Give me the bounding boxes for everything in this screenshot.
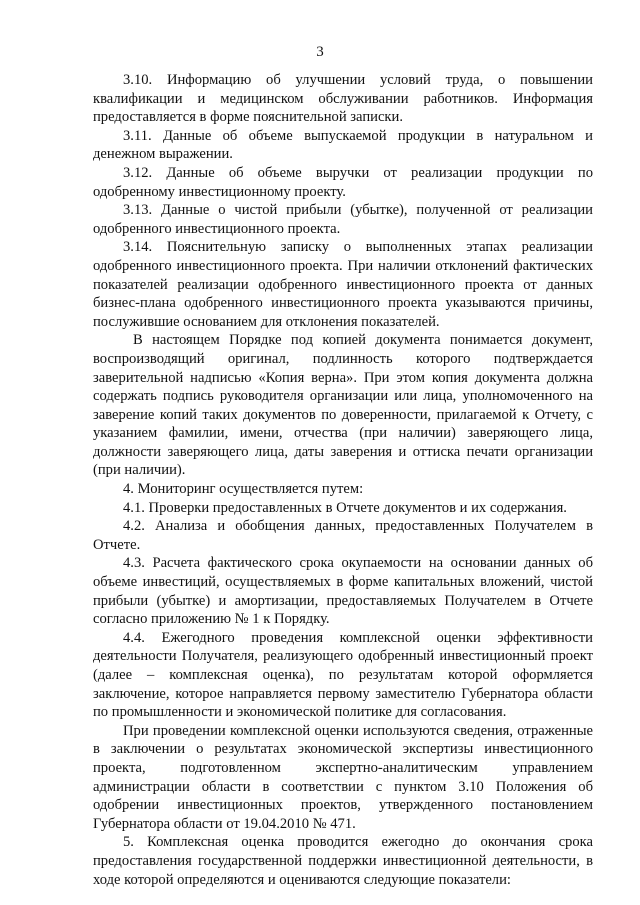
paragraph-4-4: 4.4. Ежегодного проведения комплексной оценки эффективности деятельности Получателя, реализующего одобренный инвестиционный проект (далее – комплексная оценка), по результатам которой оформляется заключение, которое направляется первому заместителю Губернатора области по промышленности и экономической политике для согласования. [93, 629, 593, 721]
paragraph-3-11: 3.11. Данные об объеме выпускаемой продукции в натуральном и денежном выражении. [93, 127, 593, 163]
page-number: 3 [316, 44, 324, 60]
paragraph-copy-definition: В настоящем Порядке под копией документа понимается документ, воспроизводящий оригинал, подлинность которого подтверждается заверительной надписью «Копия верна». При этом копия документа должна содержать подпись руководителя организации или лица, уполномоченного на заверение копий таких документов по доверенности, прилагаемой к Отчету, с указанием фамилии, имени, отчества (при наличии) заверяющего лица, должности заверяющего лица, даты заверения и оттиска печати организации (при наличии). [93, 332, 593, 479]
paragraph-3-10: 3.10. Информацию об улучшении условий труда, о повышении квалификации и медицинском обслуживании работников. Информация предоставляется в форме пояснительной записки. [93, 72, 593, 126]
paragraph-3-14: 3.14. Пояснительную записку о выполненных этапах реализации одобренного инвестиционного проекта. При наличии отклонений фактических показателей реализации одобренного инвестиционного проекта от данных бизнес-плана одобренного инвестиционного проекта указываются причины, послужившие основанием для отклонения показателей. [93, 239, 593, 330]
paragraph-5: 5. Комплексная оценка проводится ежегодно до окончания срока предоставления государственной поддержки инвестиционной деятельности, в ходе которой определяются и оцениваются следующие показатели: [93, 834, 593, 888]
paragraph-4-2: 4.2. Анализа и обобщения данных, предоставленных Получателем в Отчете. [93, 518, 593, 553]
paragraph-3-13: 3.13. Данные о чистой прибыли (убытке), полученной от реализации одобренного инвестиционного проекта. [93, 202, 593, 237]
paragraph-4-1: 4.1. Проверки предоставленных в Отчете документов и их содержания. [123, 499, 567, 516]
paragraph-3-12: 3.12. Данные об объеме выручки от реализации продукции по одобренному инвестиционному проекту. [93, 164, 593, 200]
paragraph-4-3: 4.3. Расчета фактического срока окупаемости на основании данных об объеме инвестиций, осуществляемых в форме капитальных вложений, чистой прибыли (убытке) и амортизации, предоставляемых Получателем в Отчете согласно приложению № 1 к Порядку. [93, 555, 593, 628]
paragraph-assessment-sources: При проведении комплексной оценки используются сведения, отраженные в заключении о результатах экономической экспертизы инвестиционного проекта, подготовленном экспертно-аналитическим управлением администрации области в соответствии с пунктом 3.10 Положения об одобрении инвестиционных проектов, утвержденного постановлением Губернатора области от 19.04.2010 № 471. [93, 722, 593, 832]
paragraph-4: 4. Мониторинг осуществляется путем: [123, 481, 364, 498]
document-body [93, 71, 593, 889]
